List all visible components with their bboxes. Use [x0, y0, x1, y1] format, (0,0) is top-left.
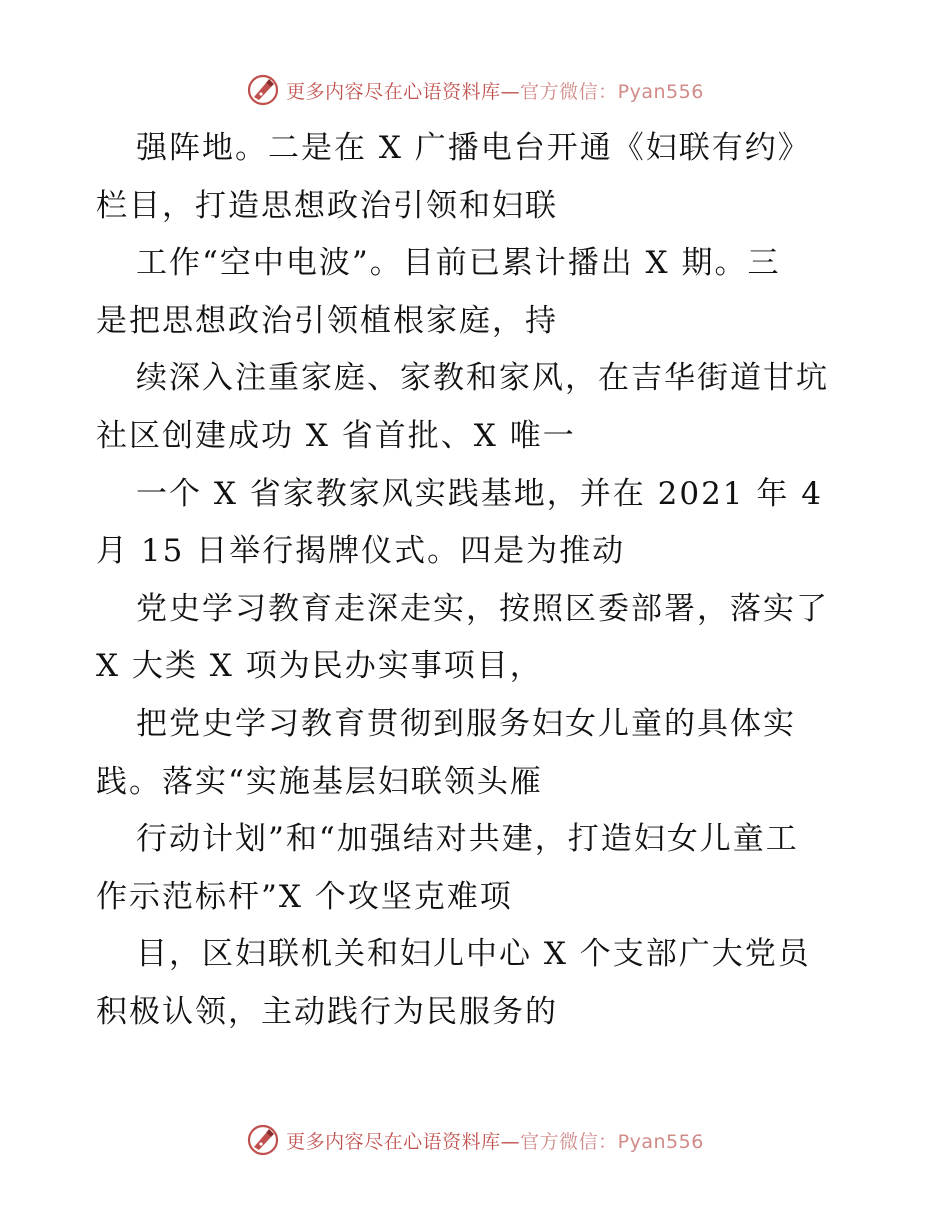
header-banner-wechat: 官方微信：Pyan556 — [520, 80, 704, 103]
text-line: 月 15 日举行揭牌仪式。四是为推动 — [96, 533, 626, 570]
text-line: 践。落实“实施基层妇联领头雁 — [96, 763, 543, 800]
footer-banner — [0, 1120, 950, 1160]
footer-banner-wechat: 官方微信：Pyan556 — [520, 1130, 704, 1153]
header-banner-main: 更多内容尽在心语资料库 — [286, 80, 501, 103]
text-line: X 大类 X 项为民办实事项目， — [96, 648, 543, 685]
footer-banner-dash: — — [500, 1130, 521, 1153]
text-line: 强阵地。二是在 X 广播电台开通《妇联有约》 — [136, 130, 811, 166]
text-line: 续深入注重家庭、家教和家风，在吉华街道甘坑 — [136, 360, 829, 397]
text-line: 作示范标杆”X 个攻坚克难项 — [96, 878, 513, 915]
header-banner-text — [286, 77, 704, 104]
header-banner — [0, 70, 950, 110]
footer-banner-content — [246, 1123, 704, 1157]
text-line: 目，区妇联机关和妇儿中心 X 个支部广大党员 — [136, 936, 811, 973]
text-line: 把党史学习教育贯彻到服务妇女儿童的具体实 — [136, 705, 796, 742]
footer-banner-text — [286, 1127, 704, 1154]
text-line: 党史学习教育走深走实，按照区委部署，落实了 — [136, 590, 829, 627]
text-line: 积极认领，主动践行为民服务的 — [96, 993, 558, 1030]
text-line: 行动计划”和“加强结对共建，打造妇女儿童工 — [136, 821, 799, 858]
pen-nib-logo-icon — [246, 1123, 280, 1157]
document-body — [96, 120, 856, 1042]
text-line: 栏目，打造思想政治引领和妇联 — [96, 187, 558, 224]
text-line: 工作“空中电波”。目前已累计播出 X 期。三 — [136, 245, 781, 282]
text-line: 一个 X 省家教家风实践基地，并在 2021 年 4 — [136, 475, 823, 512]
text-line: 是把思想政治引领植根家庭，持 — [96, 302, 558, 339]
header-banner-dash: — — [500, 80, 521, 103]
text-line: 社区创建成功 X 省首批、X 唯一 — [96, 417, 576, 454]
pen-nib-logo-icon — [246, 73, 280, 107]
footer-banner-main: 更多内容尽在心语资料库 — [286, 1130, 501, 1153]
header-banner-content — [246, 73, 704, 107]
